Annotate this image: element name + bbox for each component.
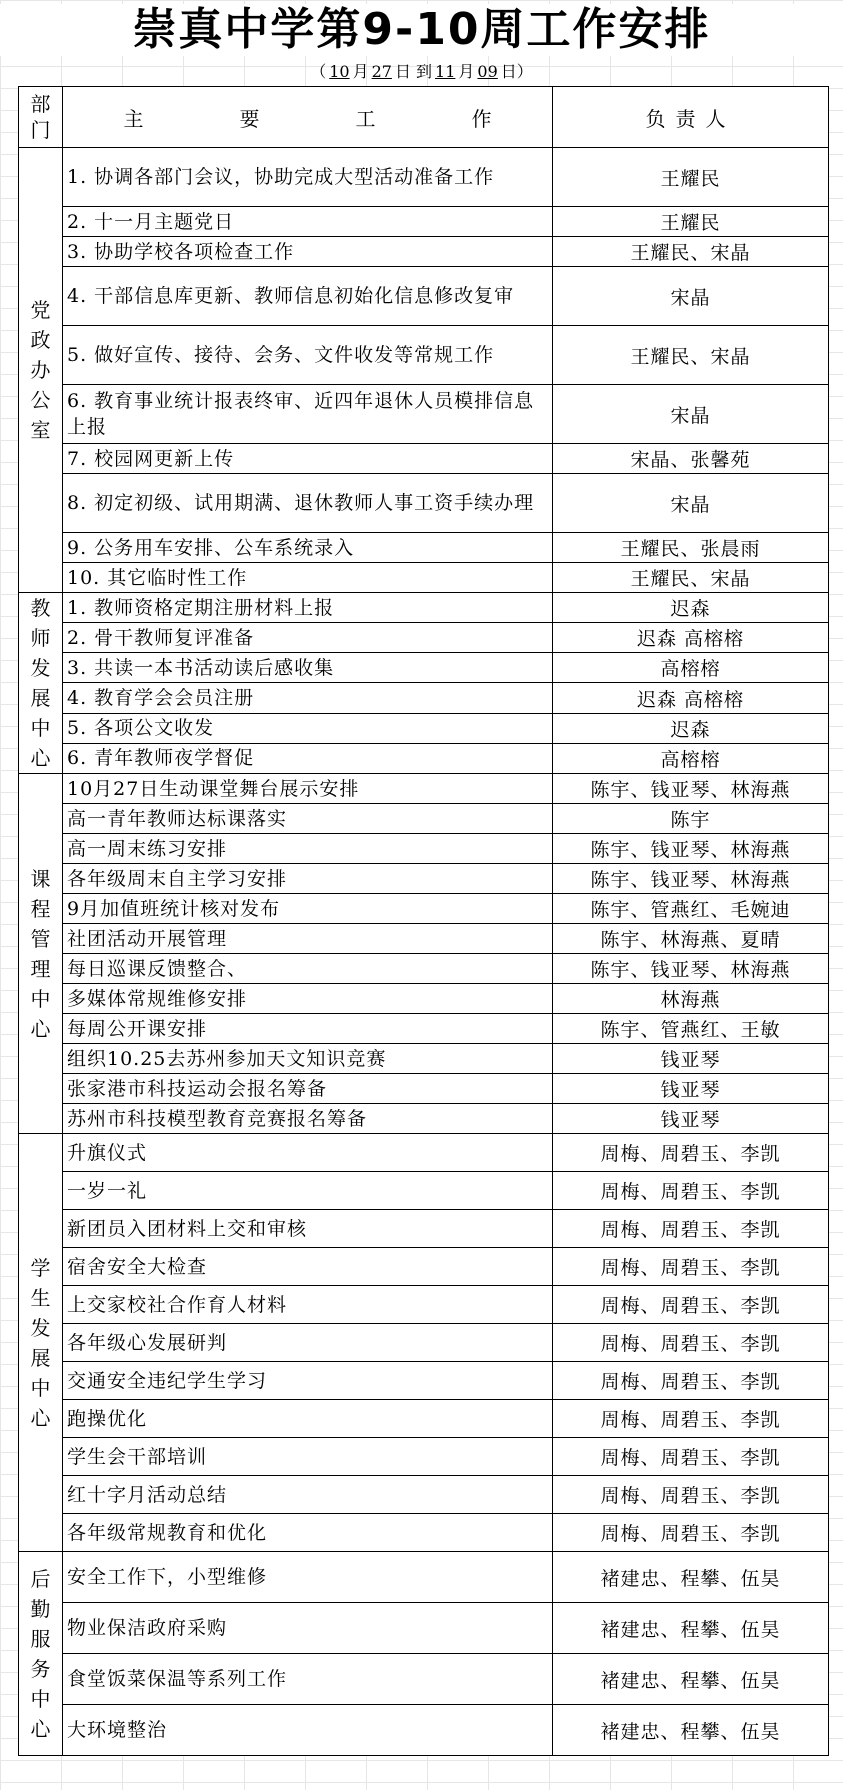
header-dept [19,87,63,148]
task-cell: 4. 干部信息库更新、教师信息初始化信息修改复审 [63,267,553,326]
task-cell: 学生会干部培训 [63,1438,553,1476]
task-cell: 各年级心发展研判 [63,1324,553,1362]
department-cell [19,593,63,774]
day-to: 日 到 [394,62,433,81]
table-row [19,864,829,894]
owner-cell: 周梅、周碧玉、李凯 [553,1210,829,1248]
task-cell: 5. 做好宣传、接待、会务、文件收发等常规工作 [63,326,553,385]
task-cell: 食堂饭菜保温等系列工作 [63,1654,553,1705]
task-cell: 上交家校社合作育人材料 [63,1286,553,1324]
month-char-1: 月 [352,62,369,81]
owner-cell: 王耀民、宋晶 [553,326,829,385]
task-cell: 7. 校园网更新上传 [63,444,553,474]
table-row [19,1654,829,1705]
owner-cell: 周梅、周碧玉、李凯 [553,1438,829,1476]
task-cell: 3. 协助学校各项检查工作 [63,237,553,267]
owner-cell: 迟森 [553,713,829,743]
table-row [19,1134,829,1172]
department-label: 党政办公室 [30,298,51,442]
table-row [19,267,829,326]
owner-cell: 宋晶 [553,267,829,326]
table-row [19,1552,829,1603]
table-row [19,1400,829,1438]
owner-cell: 宋晶 [553,474,829,533]
table-row [19,834,829,864]
schedule-body [19,148,829,1756]
task-cell: 9. 公务用车安排、公车系统录入 [63,533,553,563]
table-row [19,1362,829,1400]
table-row [19,743,829,773]
table-row [19,1324,829,1362]
owner-cell: 周梅、周碧玉、李凯 [553,1476,829,1514]
table-row [19,1514,829,1552]
owner-cell: 高榕榕 [553,743,829,773]
task-cell: 安全工作下，小型维修 [63,1552,553,1603]
department-label: 后勤服务中心 [30,1566,51,1741]
owner-cell: 陈宇、林海燕、夏晴 [553,924,829,954]
table-row [19,563,829,593]
table-row [19,207,829,237]
owner-cell: 陈宇、管燕红、王敏 [553,1014,829,1044]
header-task-char: 工 [355,106,376,131]
owner-cell: 周梅、周碧玉、李凯 [553,1172,829,1210]
department-cell [19,1134,63,1552]
table-row [19,385,829,444]
department-label: 课程管理中心 [30,866,51,1041]
table-row [19,1074,829,1104]
task-cell: 8. 初定初级、试用期满、退休教师人事工资手续办理 [63,474,553,533]
owner-cell: 迟森 高榕榕 [553,683,829,713]
task-cell: 组织10.25去苏州参加天文知识竞赛 [63,1044,553,1074]
owner-cell: 林海燕 [553,984,829,1014]
owner-cell: 褚建忠、程攀、伍昊 [553,1705,829,1756]
table-row [19,533,829,563]
task-cell: 每日巡课反馈整合、 [63,954,553,984]
owner-cell: 王耀民、张晨雨 [553,533,829,563]
table-row [19,1248,829,1286]
task-cell: 大环境整治 [63,1705,553,1756]
task-cell: 6. 青年教师夜学督促 [63,743,553,773]
start-month: 10 [329,62,350,81]
owner-cell: 高榕榕 [553,653,829,683]
page-title: 崇真中学第9-10周工作安排 [0,4,843,56]
table-row [19,1438,829,1476]
owner-cell: 宋晶 [553,385,829,444]
owner-cell: 陈宇、钱亚琴、林海燕 [553,864,829,894]
department-cell [19,148,63,593]
owner-cell: 周梅、周碧玉、李凯 [553,1286,829,1324]
owner-cell: 钱亚琴 [553,1044,829,1074]
date-close: 日） [500,62,533,81]
table-row [19,444,829,474]
table-row [19,984,829,1014]
task-cell: 高一周末练习安排 [63,834,553,864]
task-cell: 跑操优化 [63,1400,553,1438]
header-task [63,87,553,148]
owner-cell: 王耀民 [553,207,829,237]
owner-cell: 周梅、周碧玉、李凯 [553,1324,829,1362]
table-row [19,804,829,834]
task-cell: 3. 共读一本书活动读后感收集 [63,653,553,683]
task-cell: 苏州市科技模型教育竞赛报名筹备 [63,1104,553,1134]
task-cell: 新团员入团材料上交和审核 [63,1210,553,1248]
table-row [19,1172,829,1210]
owner-cell: 褚建忠、程攀、伍昊 [553,1552,829,1603]
task-cell: 物业保洁政府采购 [63,1603,553,1654]
owner-cell: 周梅、周碧玉、李凯 [553,1362,829,1400]
task-cell: 各年级常规教育和优化 [63,1514,553,1552]
task-cell: 4. 教育学会会员注册 [63,683,553,713]
owner-cell: 陈宇、钱亚琴、林海燕 [553,954,829,984]
task-cell: 交通安全违纪学生学习 [63,1362,553,1400]
task-cell: 2. 十一月主题党日 [63,207,553,237]
task-cell: 宿舍安全大检查 [63,1248,553,1286]
table-row [19,713,829,743]
task-cell: 升旗仪式 [63,1134,553,1172]
owner-cell: 钱亚琴 [553,1104,829,1134]
table-row [19,1705,829,1756]
owner-cell: 褚建忠、程攀、伍昊 [553,1603,829,1654]
owner-cell: 周梅、周碧玉、李凯 [553,1134,829,1172]
table-row [19,623,829,653]
date-open: （ [310,62,327,81]
table-row [19,1286,829,1324]
owner-cell: 宋晶、张馨苑 [553,444,829,474]
table-row [19,237,829,267]
owner-cell: 王耀民、宋晶 [553,563,829,593]
task-cell: 各年级周末自主学习安排 [63,864,553,894]
task-cell: 2. 骨干教师复评准备 [63,623,553,653]
task-cell: 10. 其它临时性工作 [63,563,553,593]
schedule-table [18,86,829,1756]
table-row [19,683,829,713]
owner-cell: 陈宇、管燕红、毛婉迪 [553,894,829,924]
header-dept-label: 部门 [30,92,51,142]
owner-cell: 王耀民、宋晶 [553,237,829,267]
table-row [19,1603,829,1654]
task-cell: 红十字月活动总结 [63,1476,553,1514]
department-label: 教师发展中心 [30,596,51,770]
owner-cell: 陈宇、钱亚琴、林海燕 [553,834,829,864]
department-label: 学生发展中心 [30,1255,51,1430]
table-row [19,774,829,804]
owner-cell: 周梅、周碧玉、李凯 [553,1514,829,1552]
task-cell: 每周公开课安排 [63,1014,553,1044]
owner-cell: 周梅、周碧玉、李凯 [553,1400,829,1438]
task-cell: 多媒体常规维修安排 [63,984,553,1014]
table-row [19,894,829,924]
end-day: 09 [477,62,498,81]
end-month: 11 [435,62,456,81]
date-range [0,60,843,84]
table-row [19,593,829,623]
task-cell: 6. 教育事业统计报表终审、近四年退休人员模排信息上报 [63,385,553,444]
owner-cell: 褚建忠、程攀、伍昊 [553,1654,829,1705]
task-cell: 5. 各项公文收发 [63,713,553,743]
table-row [19,474,829,533]
start-day: 27 [371,62,392,81]
table-row [19,954,829,984]
table-row [19,148,829,207]
owner-cell: 迟森 高榕榕 [553,623,829,653]
table-row [19,1476,829,1514]
table-row [19,653,829,683]
table-row [19,1044,829,1074]
table-row [19,924,829,954]
task-cell: 10月27日生动课堂舞台展示安排 [63,774,553,804]
owner-cell: 王耀民 [553,148,829,207]
table-row [19,1104,829,1134]
table-row [19,326,829,385]
owner-cell: 迟森 [553,593,829,623]
header-owner: 负责人 [553,87,829,148]
owner-cell: 陈宇、钱亚琴、林海燕 [553,774,829,804]
department-cell [19,1552,63,1756]
task-cell: 张家港市科技运动会报名筹备 [63,1074,553,1104]
task-cell: 社团活动开展管理 [63,924,553,954]
task-cell: 9月加值班统计核对发布 [63,894,553,924]
header-task-char: 要 [239,106,260,131]
task-cell: 高一青年教师达标课落实 [63,804,553,834]
department-cell [19,774,63,1134]
table-row [19,1014,829,1044]
owner-cell: 周梅、周碧玉、李凯 [553,1248,829,1286]
task-cell: 1. 协调各部门会议，协助完成大型活动准备工作 [63,148,553,207]
header-task-char: 主 [123,106,144,131]
header-row [19,87,829,148]
month-char-2: 月 [458,62,475,81]
header-task-char: 作 [471,106,492,131]
task-cell: 一岁一礼 [63,1172,553,1210]
task-cell: 1. 教师资格定期注册材料上报 [63,593,553,623]
table-row [19,1210,829,1248]
owner-cell: 钱亚琴 [553,1074,829,1104]
owner-cell: 陈宇 [553,804,829,834]
